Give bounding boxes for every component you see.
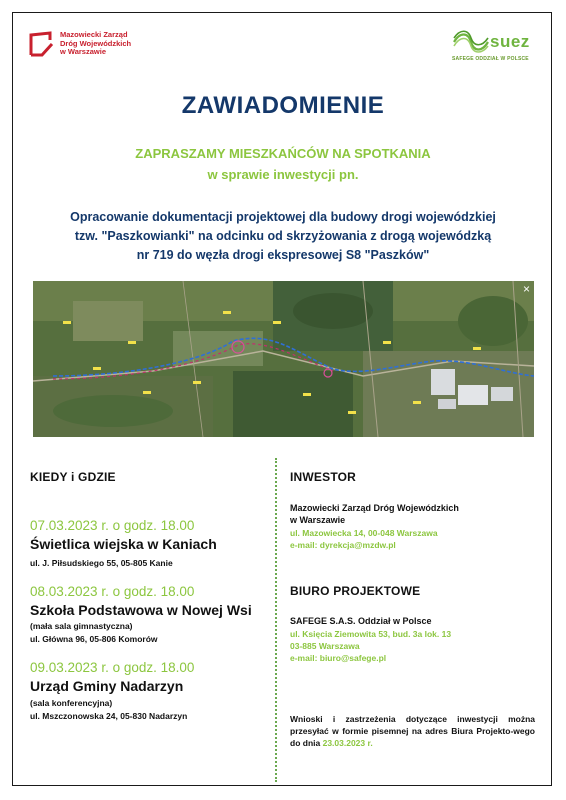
- meeting-date: 07.03.2023 r. o godz. 18.00: [30, 518, 195, 533]
- map-close-icon[interactable]: ×: [522, 282, 530, 296]
- project-title: [30, 208, 536, 265]
- aerial-map-image: [33, 281, 534, 437]
- investor-name-city: w Warszawie: [290, 515, 346, 525]
- meeting-address: ul. Główna 96, 05-806 Komorów: [30, 634, 158, 644]
- page-title: ZAWIADOMIENIE: [181, 92, 385, 119]
- design-office-city: 03-885 Warszawa: [290, 641, 360, 651]
- suez-swirl-icon: [452, 30, 490, 54]
- invitation-subline: w sprawie inwestycji pn.: [207, 167, 359, 182]
- meeting-address: ul. Mszczonowska 24, 05-830 Nadarzyn: [30, 711, 188, 721]
- mzdw-logo-line: Mazowiecki Zarząd: [60, 30, 128, 39]
- suez-wordmark: suez: [490, 32, 530, 51]
- design-office-address: ul. Księcia Ziemowita 53, bud. 3a lok. 13: [290, 629, 452, 639]
- meeting-venue: Szkoła Podstawowa w Nowej Wsi: [30, 602, 252, 618]
- meeting-venue: Świetlica wiejska w Kaniach: [30, 536, 217, 552]
- meeting-room-note: (sala konferencyjna): [30, 698, 113, 708]
- investor-address: ul. Mazowiecka 14, 00-048 Warszawa: [290, 528, 438, 538]
- meeting-address: ul. J. Piłsudskiego 55, 05-805 Kanie: [30, 558, 173, 568]
- design-office-name: SAFEGE S.A.S. Oddział w Polsce: [290, 616, 432, 626]
- meeting-venue: Urząd Gminy Nadarzyn: [30, 678, 184, 694]
- suez-logo: [450, 30, 550, 66]
- when-where-heading: KIEDY i GDZIE: [30, 470, 116, 484]
- meeting-room-note: (mała sala gimnastyczna): [30, 621, 133, 631]
- mzdw-logo-line: w Warszawie: [60, 47, 106, 56]
- column-divider: [275, 458, 277, 782]
- project-title-line: tzw. "Paszkowianki" na odcinku od skrzyżowania z drogą wojewódzką: [74, 229, 492, 243]
- project-title-line: nr 719 do węzła drogi ekspresowej S8 "Paszków": [136, 248, 430, 262]
- aerial-map: [33, 281, 534, 437]
- design-office-email[interactable]: e-mail: biuro@safege.pl: [290, 653, 387, 663]
- project-title-line: Opracowanie dokumentacji projektowej dla budowy drogi wojewódzkiej: [70, 210, 496, 224]
- mzdw-logo-mark-icon: [28, 30, 56, 58]
- invitation-line: ZAPRASZAMY MIESZKAŃCÓW NA SPOTKANIA: [135, 146, 431, 161]
- investor-email[interactable]: e-mail: dyrekcja@mzdw.pl: [290, 540, 396, 550]
- submission-deadline: 23.03.2023 r.: [322, 738, 373, 748]
- submission-notice: [290, 713, 535, 749]
- investor-heading: INWESTOR: [290, 470, 357, 484]
- mzdw-logo: [28, 30, 148, 66]
- meeting-date: 08.03.2023 r. o godz. 18.00: [30, 584, 195, 599]
- mzdw-logo-line: Dróg Wojewódzkich: [60, 38, 132, 48]
- design-office-heading: BIURO PROJEKTOWE: [290, 584, 421, 598]
- suez-subtitle: SAFEGE ODDZIAŁ W POLSCE: [452, 56, 529, 62]
- submission-notice-text: Wnioski i zastrzeżenia dotyczące inwestycji można przesyłać w formie pisemnej na adres Biura Projekto-wego do dnia: [290, 714, 535, 748]
- mzdw-logo-text: [60, 31, 131, 57]
- meeting-date: 09.03.2023 r. o godz. 18.00: [30, 660, 195, 675]
- investor-name: Mazowiecki Zarząd Dróg Wojewódzkich: [290, 503, 459, 513]
